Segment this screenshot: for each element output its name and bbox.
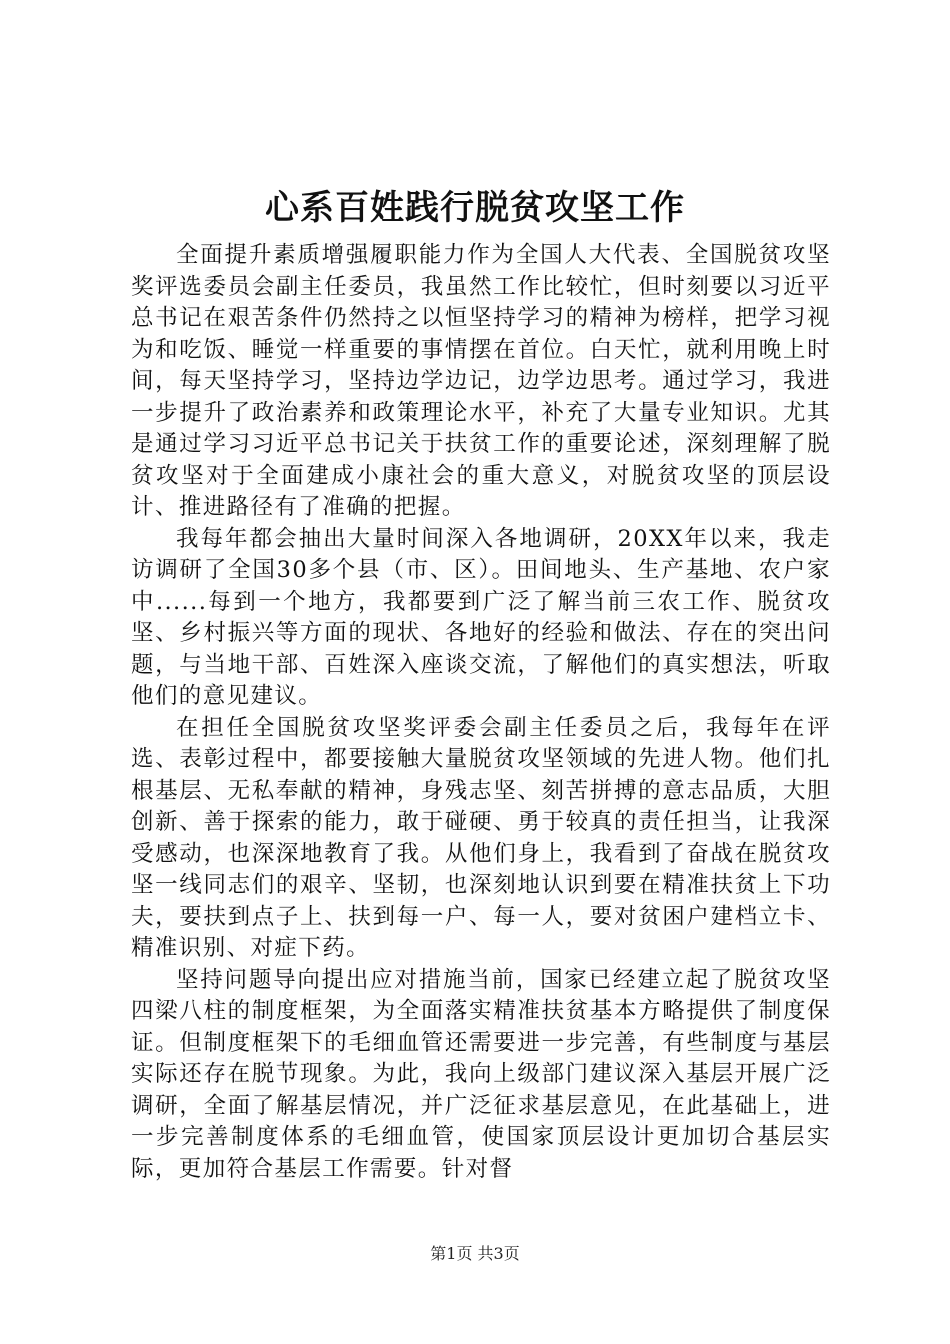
paragraph-4: 坚持问题导向提出应对措施当前，国家已经建立起了脱贫攻坚四梁八柱的制度框架，为全面落实精准扶贫基本方略提供了制度保证。但制度框架下的毛细血管还需要进一步完善，有些制度与基层实际还存在脱节现象。为此，我向上级部门建议深入基层开展广泛调研，全面了解基层情况，并广泛征求基层意见，在此基础上，进一步完善制度体系的毛细血管，使国家顶层设计更加切合基层实际，更加符合基层工作需要。针对督 [131, 966, 831, 1182]
page-number-footer: 第1页 共3页 [430, 1244, 520, 1263]
document-title: 心系百姓践行脱贫攻坚工作 [265, 188, 685, 228]
paragraph-2: 我每年都会抽出大量时间深入各地调研，20XX年以来，我走访调研了全国30多个县（市、区）。田间地头、生产基地、农户家中......每到一个地方，我都要到广泛了解当前三农工作、脱贫攻坚、乡村振兴等方面的现状、各地好的经验和做法、存在的突出问题，与当地干部、百姓深入座谈交流，了解他们的真实想法，听取他们的意见建议。 [131, 525, 831, 709]
paragraph-3: 在担任全国脱贫攻坚奖评委会副主任委员之后，我每年在评选、表彰过程中，都要接触大量脱贫攻坚领域的先进人物。他们扎根基层、无私奉献的精神，身残志坚、刻苦拼搏的意志品质，大胆创新、善于探索的能力，敢于碰硬、勇于较真的责任担当，让我深受感动，也深深地教育了我。从他们身上，我看到了奋战在脱贫攻坚一线同志们的艰辛、坚韧，也深刻地认识到要在精准扶贫上下功夫，要扶到点子上、扶到每一户、每一人，要对贫困户建档立卡、精准识别、对症下药。 [131, 714, 831, 961]
paragraph-1: 全面提升素质增强履职能力作为全国人大代表、全国脱贫攻坚奖评选委员会副主任委员，我虽然工作比较忙，但时刻要以习近平总书记在艰苦条件仍然持之以恒坚持学习的精神为榜样，把学习视为和吃饭、睡觉一样重要的事情摆在首位。白天忙，就利用晚上时间，每天坚持学习，坚持边学边记，边学边思考。通过学习，我进一步提升了政治素养和政策理论水平，补充了大量专业知识。尤其是通过学习习近平总书记关于扶贫工作的重要论述，深刻理解了脱贫攻坚对于全面建成小康社会的重大意义，对脱贫攻坚的顶层设计、推进路径有了准确的把握。 [131, 242, 831, 520]
document-body [131, 240, 831, 1185]
